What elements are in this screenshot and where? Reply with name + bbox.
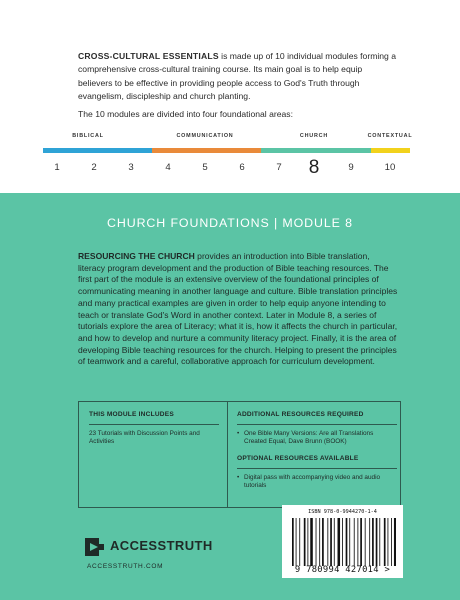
barcode-bar	[342, 518, 343, 566]
barcode-bar	[360, 518, 362, 566]
includes-text: 23 Tutorials with Discussion Points and Activities	[89, 430, 200, 446]
barcode-bar	[338, 518, 341, 566]
area-label-church: CHURCH	[299, 133, 329, 139]
current-module-pointer	[306, 185, 322, 193]
barcode-bar	[369, 518, 370, 566]
accesstruth-logo-icon	[85, 538, 105, 556]
barcode-bar	[346, 518, 348, 566]
optional-item: • Digital pass with accompanying video and audio tutorials	[237, 474, 397, 491]
divider	[237, 424, 397, 425]
barcode-bar	[354, 518, 355, 566]
green-section	[0, 193, 460, 600]
barcode-bar	[296, 518, 297, 566]
area-label-communication: COMMUNICATION	[176, 133, 234, 139]
isbn-barcode	[282, 505, 403, 578]
barcode-bar	[357, 518, 358, 566]
resources-column	[237, 411, 397, 491]
series-description: is made up of 10 individual modules forming a comprehensive cross-cultural training course. Its main goal is to help equip believers to be effective in providing people access to God's Truth through evangelism, discipleship and church planting.	[78, 51, 396, 102]
module-number: 9	[348, 162, 354, 173]
module-description	[78, 251, 398, 368]
resources-box	[78, 401, 401, 508]
barcode-bar	[365, 518, 366, 566]
barcode-bar	[327, 518, 328, 566]
area-bar-church	[261, 148, 371, 153]
area-label-biblical: BIBLICAL	[72, 133, 104, 139]
barcode-bars	[292, 518, 396, 566]
areas-intro: The 10 modules are divided into four foundational areas:	[78, 109, 293, 119]
additional-heading: ADDITIONAL RESOURCES REQUIRED	[237, 411, 364, 418]
top-section	[0, 0, 460, 193]
includes-column	[89, 411, 219, 447]
barcode-bar	[322, 518, 324, 566]
barcode-bar	[349, 518, 350, 566]
barcode-digits: 9 780994 427014 >	[294, 565, 391, 575]
area-labels	[0, 133, 460, 143]
barcode-bar	[299, 518, 300, 566]
barcode-bar	[334, 518, 335, 566]
area-label-contextual: CONTEXTUAL	[367, 133, 413, 139]
module-number: 1	[54, 162, 60, 173]
barcode-bar	[388, 518, 389, 566]
module-description-body: provides an introduction into Bible translation, literacy program development and the production of Bible teaching resources. The first part of the module is an extensive overview of the foundational principles of communicating meaning in another language and culture. Bible translation principles and many practical examples are given in order to help equip anyone intending to teach or translate God's Word in another context. Later in Module 8, a series of tutorials explore the area of Literacy; what it is, how it affects the church in particular, and how to develop and nurture a community literacy project. Finally, it is the area of developing Bible teaching resources for the church. Helping to present the principles of teamwork and a careful, collaborative approach for curriculum development.	[78, 251, 398, 367]
additional-item: • One Bible Many Versions: Are all Translations Created Equal, Dave Brunn (BOOK)	[237, 430, 397, 447]
barcode-bar	[304, 518, 306, 566]
barcode-bar	[310, 518, 313, 566]
area-color-bar	[43, 148, 410, 153]
barcode-bar	[391, 518, 392, 566]
publisher-name: ACCESSTRUTH	[110, 538, 213, 553]
module-name: RESOURCING THE CHURCH	[78, 251, 195, 261]
barcode-bar	[307, 518, 308, 566]
module-title: CHURCH FOUNDATIONS | MODULE 8	[107, 216, 353, 230]
module-number: 7	[276, 162, 282, 173]
area-bar-biblical	[43, 148, 152, 153]
barcode-bar	[372, 518, 374, 566]
barcode-bar	[292, 518, 294, 566]
area-bar-communication	[152, 148, 261, 153]
barcode-bar	[316, 518, 317, 566]
barcode-bar	[376, 518, 378, 566]
module-numbers	[0, 157, 460, 186]
barcode-bar	[384, 518, 386, 566]
isbn-label: ISBN 978-0-9944270-1-4	[308, 509, 377, 515]
series-name: CROSS-CULTURAL ESSENTIALS	[78, 51, 219, 61]
module-number: 4	[165, 162, 171, 173]
barcode-bar	[394, 518, 396, 566]
includes-heading: THIS MODULE INCLUDES	[89, 411, 174, 418]
barcode-bar	[330, 518, 332, 566]
series-intro	[78, 50, 398, 104]
divider	[237, 468, 397, 469]
optional-heading: OPTIONAL RESOURCES AVAILABLE	[237, 454, 359, 462]
barcode-bar	[319, 518, 320, 566]
module-number: 3	[128, 162, 134, 173]
area-bar-contextual	[371, 148, 410, 153]
divider	[89, 424, 219, 425]
module-number: 5	[202, 162, 208, 173]
module-number: 2	[91, 162, 97, 173]
module-number: 10	[384, 162, 396, 173]
module-number: 6	[239, 162, 245, 173]
publisher-url: ACCESSTRUTH.COM	[87, 563, 164, 570]
barcode-bar	[379, 518, 380, 566]
box-divider	[227, 402, 228, 507]
module-number-current: 8	[308, 157, 320, 178]
